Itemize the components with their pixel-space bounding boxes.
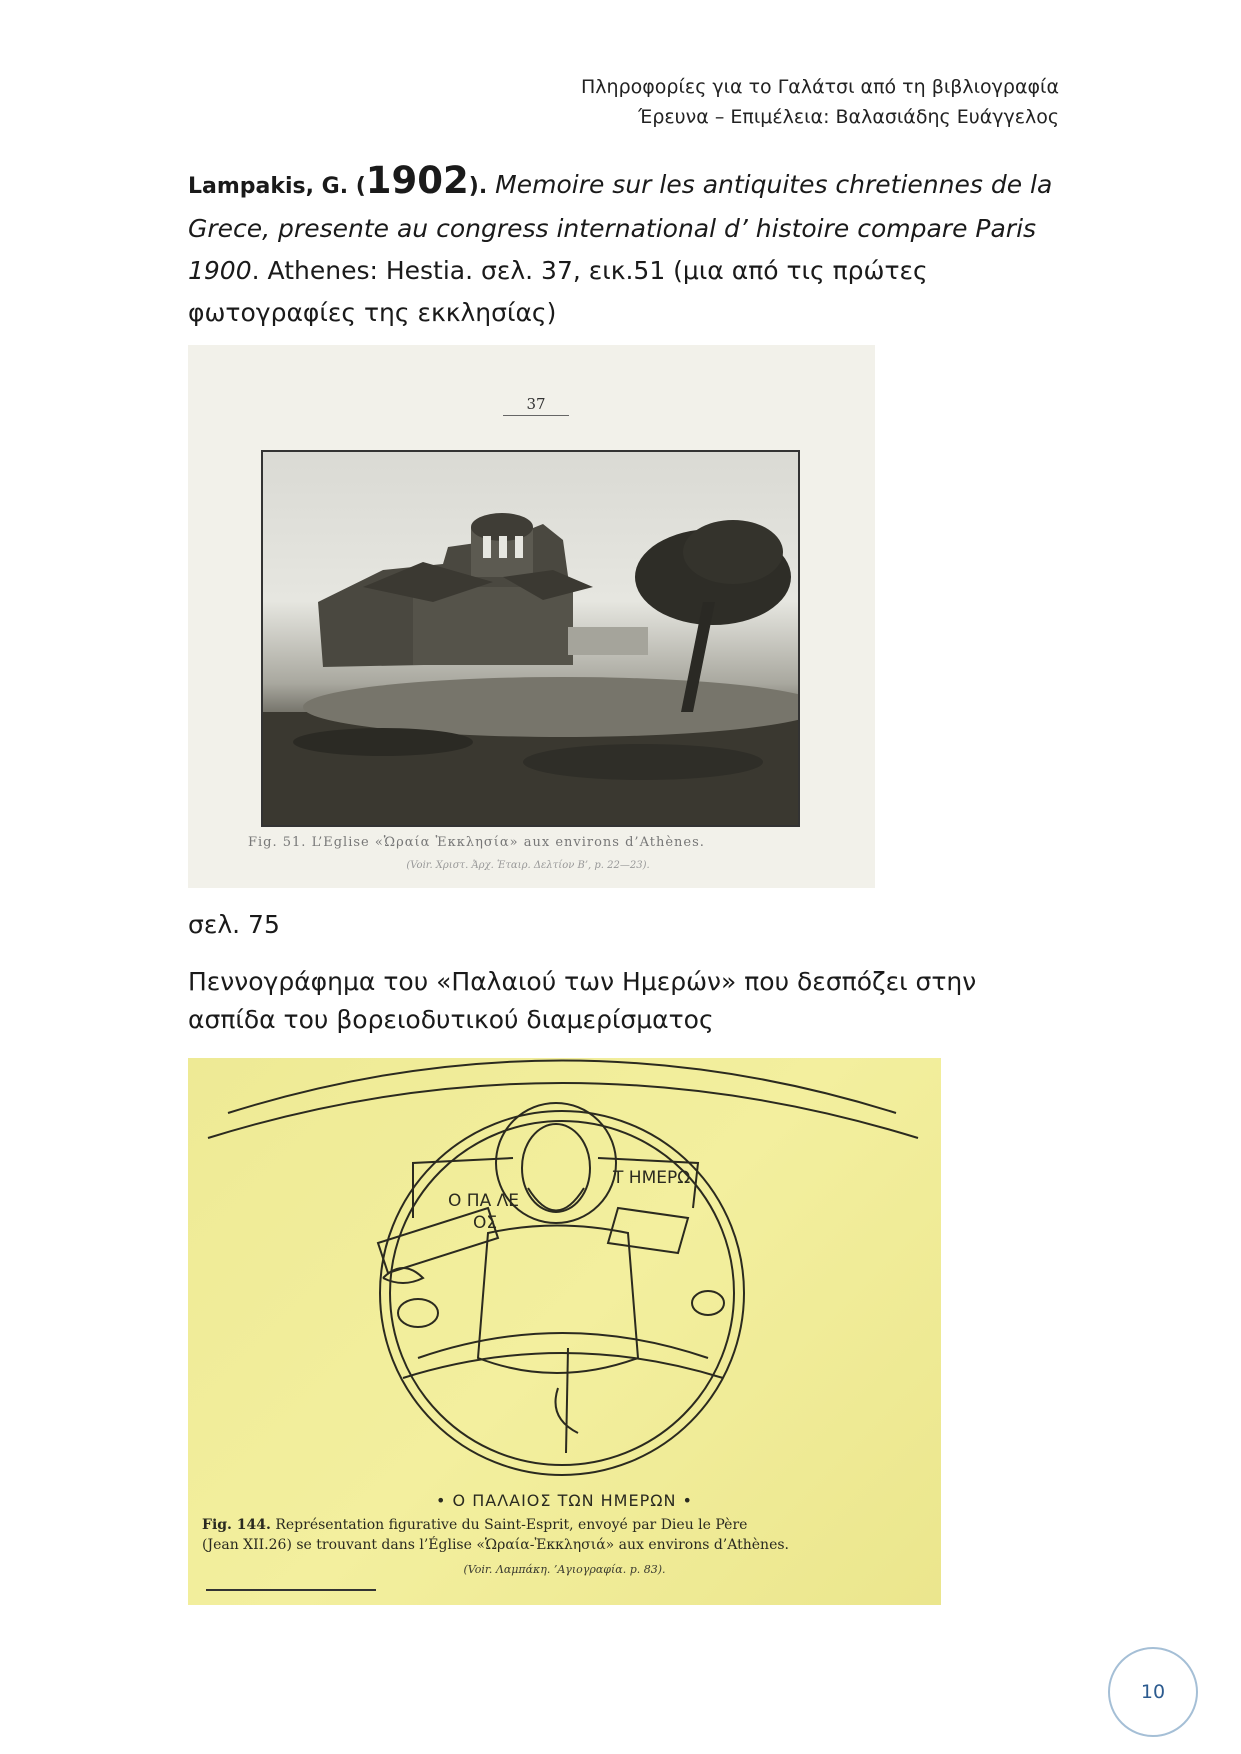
plate-page-number: 37 (503, 395, 569, 416)
figure-144-reference: (Voir. Λαμπάκη. ’Αγιογραφία. p. 83). (463, 1563, 666, 1576)
ancient-of-days-drawing (188, 1058, 941, 1528)
church-photograph (261, 450, 800, 827)
footnote-rule (206, 1589, 376, 1591)
header-line-2: Έρευνα – Επιμέλεια: Βαλασιάδης Ευάγγελος (638, 106, 1059, 128)
ancient-of-days-drawing-plate (188, 1058, 941, 1605)
figure-144-caption-line-2: (Jean XII.26) se trouvant dans l’Église «Ὡραία-Ἐκκλησιά» aux environs d’Athènes. (202, 1537, 789, 1553)
svg-text:ΟΣ: ΟΣ (473, 1213, 498, 1233)
citation-author: Lampakis, G. ( (188, 174, 366, 199)
citation-year: 1902 (365, 159, 469, 202)
citation-close: ). (468, 174, 488, 199)
figure-51-caption: Fig. 51. L’Eglise «Ὡραία Ἐκκλησία» aux environs d’Athènes. (248, 835, 705, 850)
header-line-1: Πληροφορίες για το Γαλάτσι από τη βιβλιογραφία (581, 76, 1059, 98)
page-header (581, 72, 1059, 132)
page-reference: σελ. 75 (188, 910, 280, 939)
bibliography-citation (188, 160, 1068, 334)
citation-period: . (251, 256, 260, 285)
figure-144-caption-line-1: Représentation figurative du Saint-Esprit, envoyé par Dieu le Père (275, 1517, 748, 1533)
svg-text:Ο ΠΑ ΛΕ: Ο ΠΑ ΛΕ (448, 1191, 519, 1211)
drawing-description: Πεννογράφημα του «Παλαιού των Ημερών» που δεσπόζει στην ασπίδα του βορειοδυτικού διαμερίσματος (188, 967, 977, 1034)
figure-144-caption (202, 1515, 926, 1555)
citation-rest: Athenes: Hestia. σελ. 37, εικ.51 (μια από τις πρώτες φωτογραφίες της εκκλησίας) (188, 256, 928, 327)
figure-51-subcaption: (Voir. Χριστ. Ἀρχ. Ἑταιρ. Δελτίον Β’, p. 22—23). (406, 860, 650, 871)
figure-144-number: Fig. 144. (202, 1517, 271, 1533)
svg-text:Τ ΗΜΕΡΩ: Τ ΗΜΕΡΩ (613, 1168, 691, 1188)
drawing-inscription: • Ο ΠΑΛΑΙΟΣ ΤΩΝ ΗΜΕΡΩΝ • (436, 1491, 693, 1510)
church-photo-plate (188, 345, 875, 888)
citation-title: Memoire sur les antiquites chretiennes de la Grece, presente au congress international d’ histoire compare Paris 1900 (188, 170, 1053, 285)
page-number-badge: 10 (1108, 1647, 1198, 1737)
